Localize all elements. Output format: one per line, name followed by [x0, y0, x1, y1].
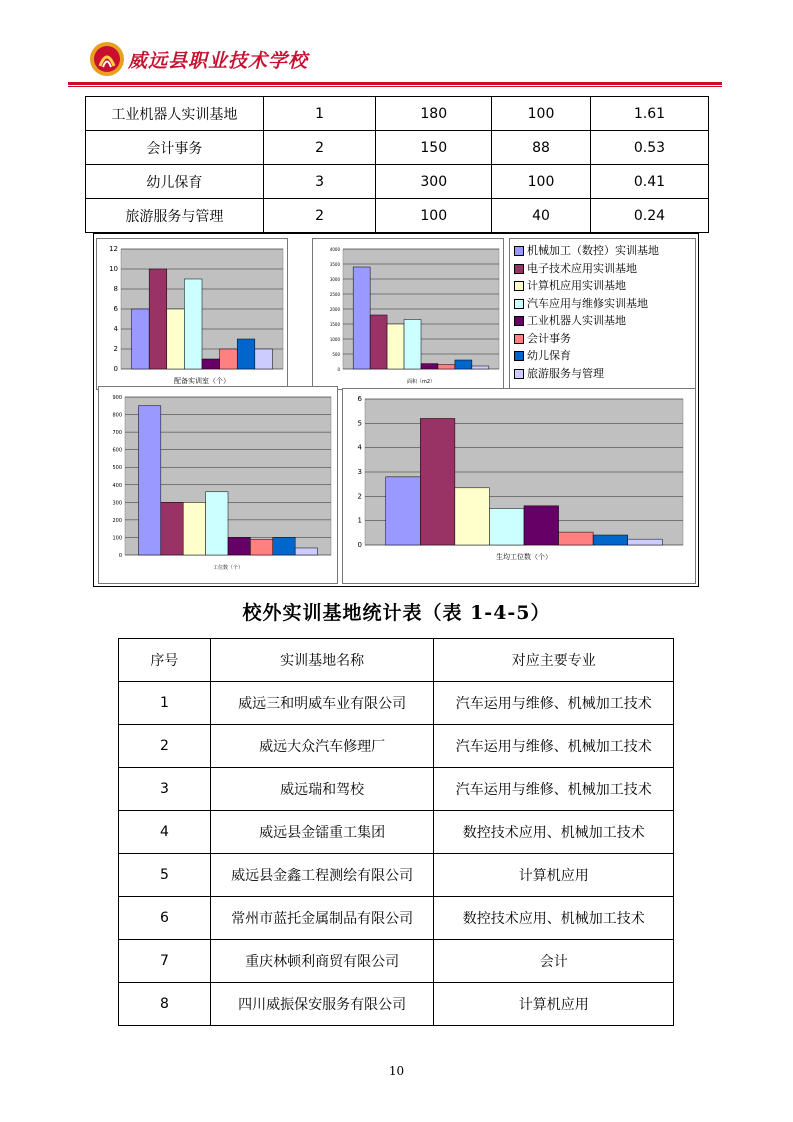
table-cell: 0.41: [590, 165, 708, 199]
chart-area: [313, 239, 503, 389]
y-tick-label: 5: [357, 419, 362, 428]
table-cell: 重庆林顿利商贸有限公司: [210, 940, 434, 983]
legend-item: [514, 242, 659, 258]
chart-panel-rooms: [96, 238, 288, 390]
table-cell: 100: [492, 97, 591, 131]
legend-item: [514, 347, 571, 363]
table-cell: 四川威振保安服务有限公司: [210, 983, 434, 1026]
y-tick-label: 200: [112, 517, 122, 524]
table-cell: 会计事务: [86, 131, 264, 165]
column-header: 实训基地名称: [210, 639, 434, 682]
page-number: 10: [388, 1064, 405, 1078]
table-cell: 计算机应用: [434, 983, 674, 1026]
y-tick-label: 4: [113, 325, 118, 333]
table-caption: 校外实训基地统计表（表 1-4-5）: [242, 602, 551, 624]
legend-swatch: [514, 299, 524, 309]
x-axis-label: 面积（m2）: [406, 379, 436, 385]
y-tick-label: 2500: [329, 292, 340, 297]
bar: [455, 488, 490, 545]
y-tick-label: 700: [112, 430, 122, 437]
legend-label: 计算机应用实训基地: [527, 279, 626, 292]
table-row: [119, 854, 674, 897]
y-tick-label: 0: [113, 365, 118, 373]
table-cell: 8: [119, 983, 211, 1026]
chart-panel-per-student: [342, 388, 696, 584]
table-cell: 2: [119, 725, 211, 768]
chart-panel-stations: [98, 386, 338, 584]
column-header: 序号: [119, 639, 211, 682]
bar: [628, 539, 663, 545]
legend-label: 机械加工（数控）实训基地: [527, 244, 659, 257]
table-cell: 1: [119, 682, 211, 725]
table-cell: 0.24: [590, 199, 708, 233]
table-row: [119, 940, 674, 983]
external-training-base-table: [118, 638, 674, 1026]
x-axis-label: 工位数（个）: [212, 565, 244, 571]
table-row: [86, 165, 709, 199]
y-tick-label: 800: [112, 412, 122, 419]
y-tick-label: 0: [118, 553, 122, 559]
bar: [420, 418, 455, 545]
bar: [255, 349, 273, 369]
table-cell: 4: [119, 811, 211, 854]
y-tick-label: 12: [109, 245, 118, 253]
bar: [183, 502, 205, 555]
legend-label: 幼儿保育: [527, 349, 571, 362]
bar: [353, 267, 370, 369]
table-cell: 威远三和明威车业有限公司: [210, 682, 434, 725]
header-rule: [68, 82, 722, 85]
chart-per-student: [343, 389, 695, 583]
y-tick-label: 3500: [329, 262, 340, 267]
table-cell: 汽车运用与维修、机械加工技术: [434, 768, 674, 811]
y-tick-label: 2: [357, 492, 362, 501]
bar: [138, 406, 160, 555]
chart-panel-area: [312, 238, 504, 390]
bar: [220, 349, 238, 369]
legend-label: 会计事务: [527, 331, 571, 345]
table-cell: 汽车运用与维修、机械加工技术: [434, 682, 674, 725]
bar: [593, 535, 628, 545]
y-tick-label: 900: [112, 395, 122, 401]
y-tick-label: 10: [109, 265, 118, 273]
bar: [206, 492, 228, 555]
bar: [161, 502, 183, 555]
table-cell: 0.53: [590, 131, 708, 165]
table-cell: 300: [376, 165, 492, 199]
table-cell: 幼儿保育: [86, 165, 264, 199]
bar: [167, 309, 185, 369]
y-tick-label: 0: [357, 541, 362, 549]
legend-item: [514, 365, 604, 381]
table-cell: 1.61: [590, 97, 708, 131]
table-cell: 2: [263, 199, 376, 233]
table-row: [86, 199, 709, 233]
table-row: [86, 97, 709, 131]
y-tick-label: 0: [337, 367, 340, 372]
bar: [559, 532, 594, 545]
legend-item: [514, 295, 648, 311]
table-cell: 100: [492, 165, 591, 199]
legend-item: [514, 260, 637, 276]
table-cell: 5: [119, 854, 211, 897]
legend-label: 旅游服务与管理: [527, 366, 604, 380]
chart-rooms: [97, 239, 287, 389]
bar: [184, 279, 202, 369]
charts-figure: [93, 233, 699, 587]
table-cell: 会计: [434, 940, 674, 983]
bar: [370, 315, 387, 369]
y-tick-label: 300: [112, 500, 122, 507]
chart-legend: [509, 238, 696, 390]
bar: [387, 324, 404, 369]
y-tick-label: 500: [112, 465, 122, 472]
y-tick-label: 400: [112, 482, 122, 489]
table-cell: 数控技术应用、机械加工技术: [434, 811, 674, 854]
legend-label: 电子技术应用实训基地: [527, 261, 637, 275]
y-tick-label: 8: [113, 285, 118, 293]
bar: [421, 364, 438, 369]
y-tick-label: 4000: [329, 247, 340, 252]
school-logo-icon: [88, 40, 126, 78]
bar: [404, 320, 421, 370]
table-cell: 威远县金鑫工程测绘有限公司: [210, 854, 434, 897]
table-cell: 计算机应用: [434, 854, 674, 897]
bar: [237, 339, 255, 369]
bar: [273, 537, 295, 555]
bar: [386, 477, 421, 545]
page-header: [88, 38, 708, 84]
table-cell: 工业机器人实训基地: [86, 97, 264, 131]
table-cell: 常州市蓝托金属制品有限公司: [210, 897, 434, 940]
y-tick-label: 6: [357, 395, 362, 403]
y-tick-label: 100: [112, 535, 122, 542]
y-tick-label: 2: [113, 345, 118, 353]
table-row: [119, 811, 674, 854]
table-cell: 100: [376, 199, 492, 233]
y-tick-label: 1500: [329, 322, 340, 327]
table-cell: 汽车运用与维修、机械加工技术: [434, 725, 674, 768]
bar: [228, 537, 250, 555]
x-axis-label: 生均工位数（个）: [496, 553, 552, 561]
table-cell: 150: [376, 131, 492, 165]
legend-swatch: [514, 246, 524, 256]
table-row: [119, 983, 674, 1026]
y-tick-label: 6: [113, 305, 118, 313]
legend-swatch: [514, 264, 524, 274]
table-cell: 数控技术应用、机械加工技术: [434, 897, 674, 940]
y-tick-label: 600: [112, 447, 122, 454]
table-cell: 7: [119, 940, 211, 983]
y-tick-label: 4: [357, 443, 362, 452]
table-row: [119, 768, 674, 811]
header-rule-thin: [68, 86, 722, 87]
x-axis-label: 配备实训室（个）: [174, 377, 230, 385]
bar: [524, 506, 559, 545]
table-header-row: [119, 639, 674, 682]
legend-swatch: [514, 334, 524, 344]
y-tick-label: 3: [357, 468, 362, 476]
table-cell: 6: [119, 897, 211, 940]
y-tick-label: 500: [332, 352, 340, 357]
bar: [132, 309, 150, 369]
legend-label: 汽车应用与维修实训基地: [527, 296, 648, 310]
legend-swatch: [514, 281, 524, 291]
bar: [438, 365, 455, 370]
table-row: [86, 131, 709, 165]
bar: [295, 548, 317, 555]
y-tick-label: 1000: [329, 337, 340, 342]
legend-swatch: [514, 351, 524, 361]
table-cell: 2: [263, 131, 376, 165]
bar: [472, 366, 489, 369]
bar: [250, 540, 272, 555]
legend-swatch: [514, 316, 524, 326]
table-cell: 旅游服务与管理: [86, 199, 264, 233]
bar: [202, 359, 220, 369]
legend-item: [514, 312, 626, 328]
table-cell: 威远县金镭重工集团: [210, 811, 434, 854]
bar: [489, 509, 524, 546]
table-cell: 40: [492, 199, 591, 233]
table-cell: 1: [263, 97, 376, 131]
column-header: 对应主要专业: [434, 639, 674, 682]
legend-item: [514, 330, 571, 346]
legend-label: 工业机器人实训基地: [527, 314, 626, 327]
chart-stations: [99, 387, 337, 583]
school-name: 威远县职业技术学校: [128, 50, 309, 72]
y-tick-label: 3000: [329, 277, 340, 282]
legend-item: [514, 277, 626, 293]
table-row: [119, 897, 674, 940]
table-row: [119, 682, 674, 725]
table-cell: 180: [376, 97, 492, 131]
bar: [149, 269, 167, 369]
training-base-table-continued: [85, 96, 709, 233]
table-cell: 3: [119, 768, 211, 811]
bar: [455, 360, 472, 369]
table-cell: 威远瑞和驾校: [210, 768, 434, 811]
table-cell: 3: [263, 165, 376, 199]
legend-swatch: [514, 369, 524, 379]
table-cell: 威远大众汽车修理厂: [210, 725, 434, 768]
y-tick-label: 1: [357, 516, 362, 525]
table-cell: 88: [492, 131, 591, 165]
y-tick-label: 2000: [329, 307, 340, 312]
table-row: [119, 725, 674, 768]
